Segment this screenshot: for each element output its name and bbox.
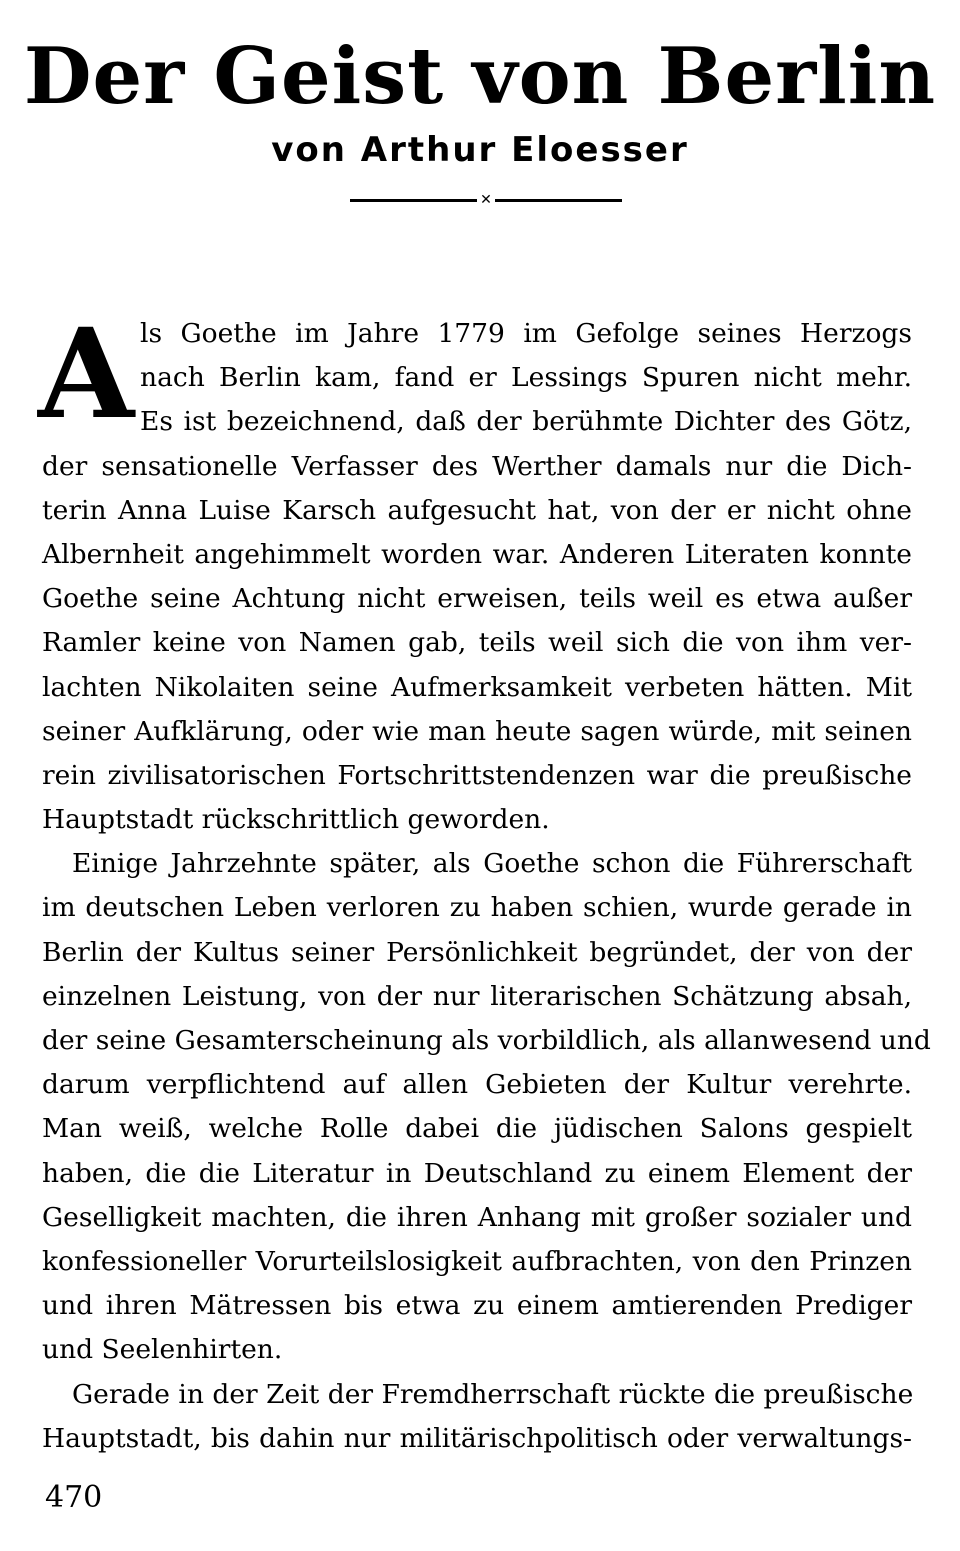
text-line: terin Anna Luise Karsch aufgesucht hat, von der er nicht ohne [42,494,912,526]
text-line: konfessioneller Vorurteilslosigkeit aufbrachten, von den Prinzen [42,1245,912,1277]
article-title: Der Geist von Berlin [23,31,937,122]
article-body [38,302,931,1461]
article-byline: von Arthur Eloesser [271,130,689,170]
text-line: Man weiß, welche Rolle dabei die jüdischen Salons gespielt [42,1113,912,1145]
paragraph-1 [38,302,912,842]
text-line: einzelnen Leistung, von der nur literarischen Schätzung absah, [42,980,912,1012]
text-line: ls Goethe im Jahre 1779 im Gefolge seines Herzogs [140,318,912,349]
text-line: lachten Nikolaiten seine Aufmerksamkeit verbeten hätten. Mit [42,671,912,703]
text-line: und ihren Mätressen bis etwa zu einem amtierenden Prediger [42,1290,912,1322]
text-line: haben, die die Literatur in Deutschland zu einem Element der [42,1157,912,1189]
text-line: seiner Aufklärung, oder wie man heute sagen würde, mit seinen [42,715,912,747]
text-line: rein zivilisatorischen Fortschrittstendenzen war die preußische [42,759,912,791]
text-line: Es ist bezeichnend, daß der berühmte Dichter des Götz, [140,406,912,438]
text-line: Goethe seine Achtung nicht erweisen, teils weil es etwa außer [42,583,912,615]
text-line: im deutschen Leben verloren zu haben schien, wurde gerade in [42,892,912,924]
text-line: Einige Jahrzehnte später, als Goethe schon die Führerschaft [72,848,912,880]
text-line: und Seelenhirten. [42,1334,283,1366]
divider-rule-left [350,199,477,202]
text-line: Hauptstadt rückschrittlich geworden. [42,804,550,836]
text-line: der sensationelle Verfasser des Werther damals nur die Dich- [42,450,912,482]
ornamental-divider [350,192,622,208]
text-line: der seine Gesamterscheinung als vorbildlich, als allanwesend und [42,1025,931,1056]
paragraph-2 [42,842,931,1372]
drop-cap: A [38,302,135,447]
text-line: Albernheit angehimmelt worden war. Anderen Literaten konnte [42,538,912,570]
text-line: nach Berlin kam, fand er Lessings Spuren nicht mehr. [140,362,912,394]
divider-ornament-icon: ✕ [480,192,492,208]
divider-rule-right [495,199,622,202]
page-number: 470 [45,1480,103,1515]
text-line: Hauptstadt, bis dahin nur militärischpolitisch oder verwaltungs- [42,1422,912,1454]
paragraph-3 [42,1373,912,1461]
text-line: Gerade in der Zeit der Fremdherrschaft rückte die preußische [72,1378,914,1410]
text-line: Ramler keine von Namen gab, teils weil sich die von ihm ver- [42,627,912,659]
text-line: darum verpflichtend auf allen Gebieten der Kultur verehrte. [42,1069,912,1101]
text-line: Geselligkeit machten, die ihren Anhang mit großer sozialer und [42,1201,912,1233]
text-line: Berlin der Kultus seiner Persönlichkeit begründet, der von der [42,936,912,968]
